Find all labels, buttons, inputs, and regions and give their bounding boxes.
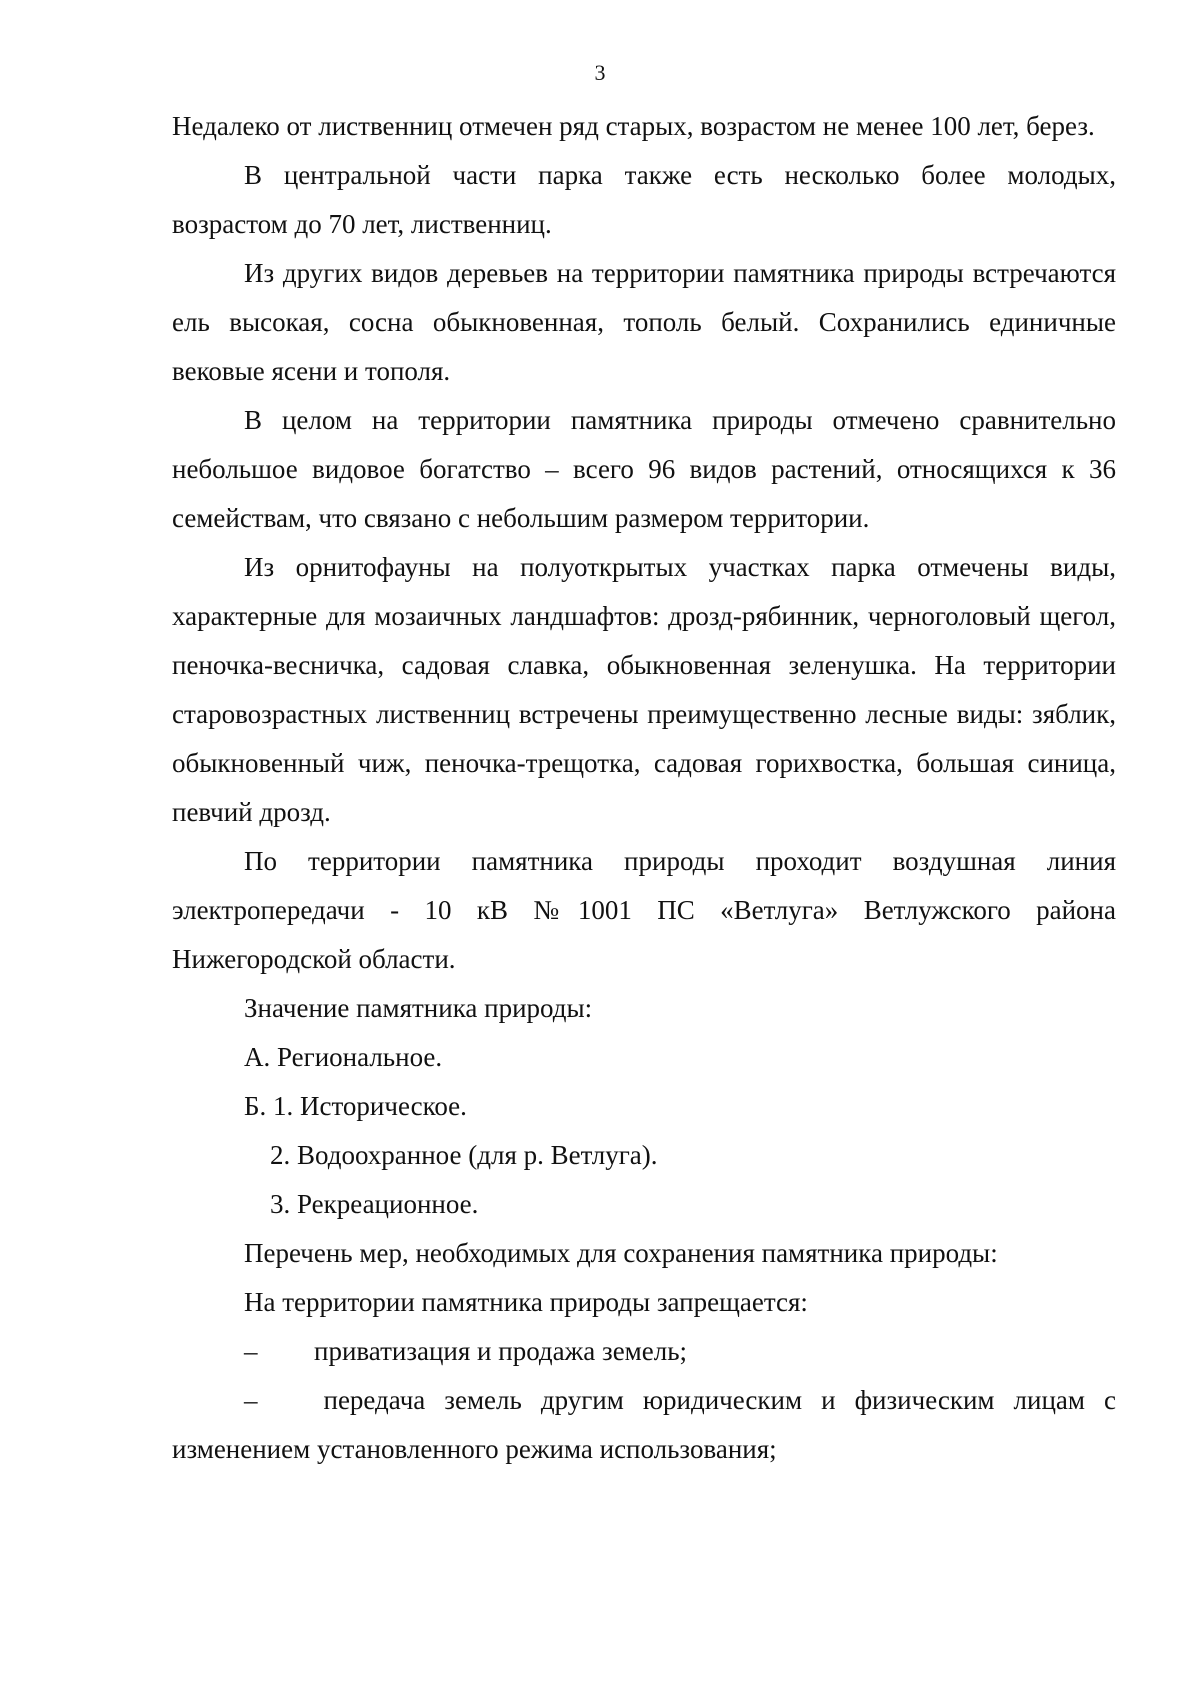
prohibited-item-text: передача земель другим юридическим и физическим лицам с изменением установленного режима использования; xyxy=(172,1385,1116,1464)
list-dash: – xyxy=(244,1385,258,1415)
measures-heading: Перечень мер, необходимых для сохранения памятника природы: xyxy=(244,1238,998,1268)
paragraph-power-line: По территории памятника природы проходит воздушная линия электропередачи - 10 кВ №1001 ПС «Ветлуга» Ветлужского района Нижегородской области. xyxy=(172,846,1116,974)
significance-water-protection: 2. Водоохранное (для р. Ветлуга). xyxy=(270,1140,658,1170)
prohibited-item-land-transfer xyxy=(172,1376,1116,1474)
prohibited-item-privatization xyxy=(172,1327,1116,1376)
page-number: 3 xyxy=(594,60,606,85)
list-dash: – xyxy=(244,1336,258,1366)
paragraph-other-trees: Из других видов деревьев на территории памятника природы встречаются ель высокая, сосна обыкновенная, тополь белый. Сохранились единичные вековые ясени и тополя. xyxy=(172,258,1116,386)
paragraph-birds: Из орнитофауны на полуоткрытых участках парка отмечены виды, характерные для мозаичных ландшафтов: дрозд-рябинник, черноголовый щегол, пеночка-весничка, садовая славка, обыкновенная зеленушка. На территории старовозрастных лиственниц встречены преимущественно лесные виды: зяблик, обыкновенный чиж, пеночка-трещотка, садовая горихвостка, большая синица, певчий дрозд. xyxy=(172,552,1116,827)
significance-heading: Значение памятника природы: xyxy=(244,993,593,1023)
paragraph-larches: В центральной части парка также есть несколько более молодых, возрастом до 70 лет, лиственниц. xyxy=(172,160,1116,239)
prohibited-item-text: приватизация и продажа земель; xyxy=(314,1336,688,1366)
paragraph-species-richness: В целом на территории памятника природы отмечено сравнительно небольшое видовое богатство – всего 96 видов растений, относящихся к 36 семействам, что связано с небольшим размером территории. xyxy=(172,405,1116,533)
prohibited-heading: На территории памятника природы запрещается: xyxy=(244,1287,808,1317)
significance-regional: А. Региональное. xyxy=(244,1042,443,1072)
significance-historical: Б. 1. Историческое. xyxy=(244,1091,467,1121)
document-body xyxy=(172,102,1116,1474)
paragraph-birches: Недалеко от лиственниц отмечен ряд старых, возрастом не менее 100 лет, берез. xyxy=(172,111,1095,141)
significance-recreational: 3. Рекреационное. xyxy=(270,1189,479,1219)
